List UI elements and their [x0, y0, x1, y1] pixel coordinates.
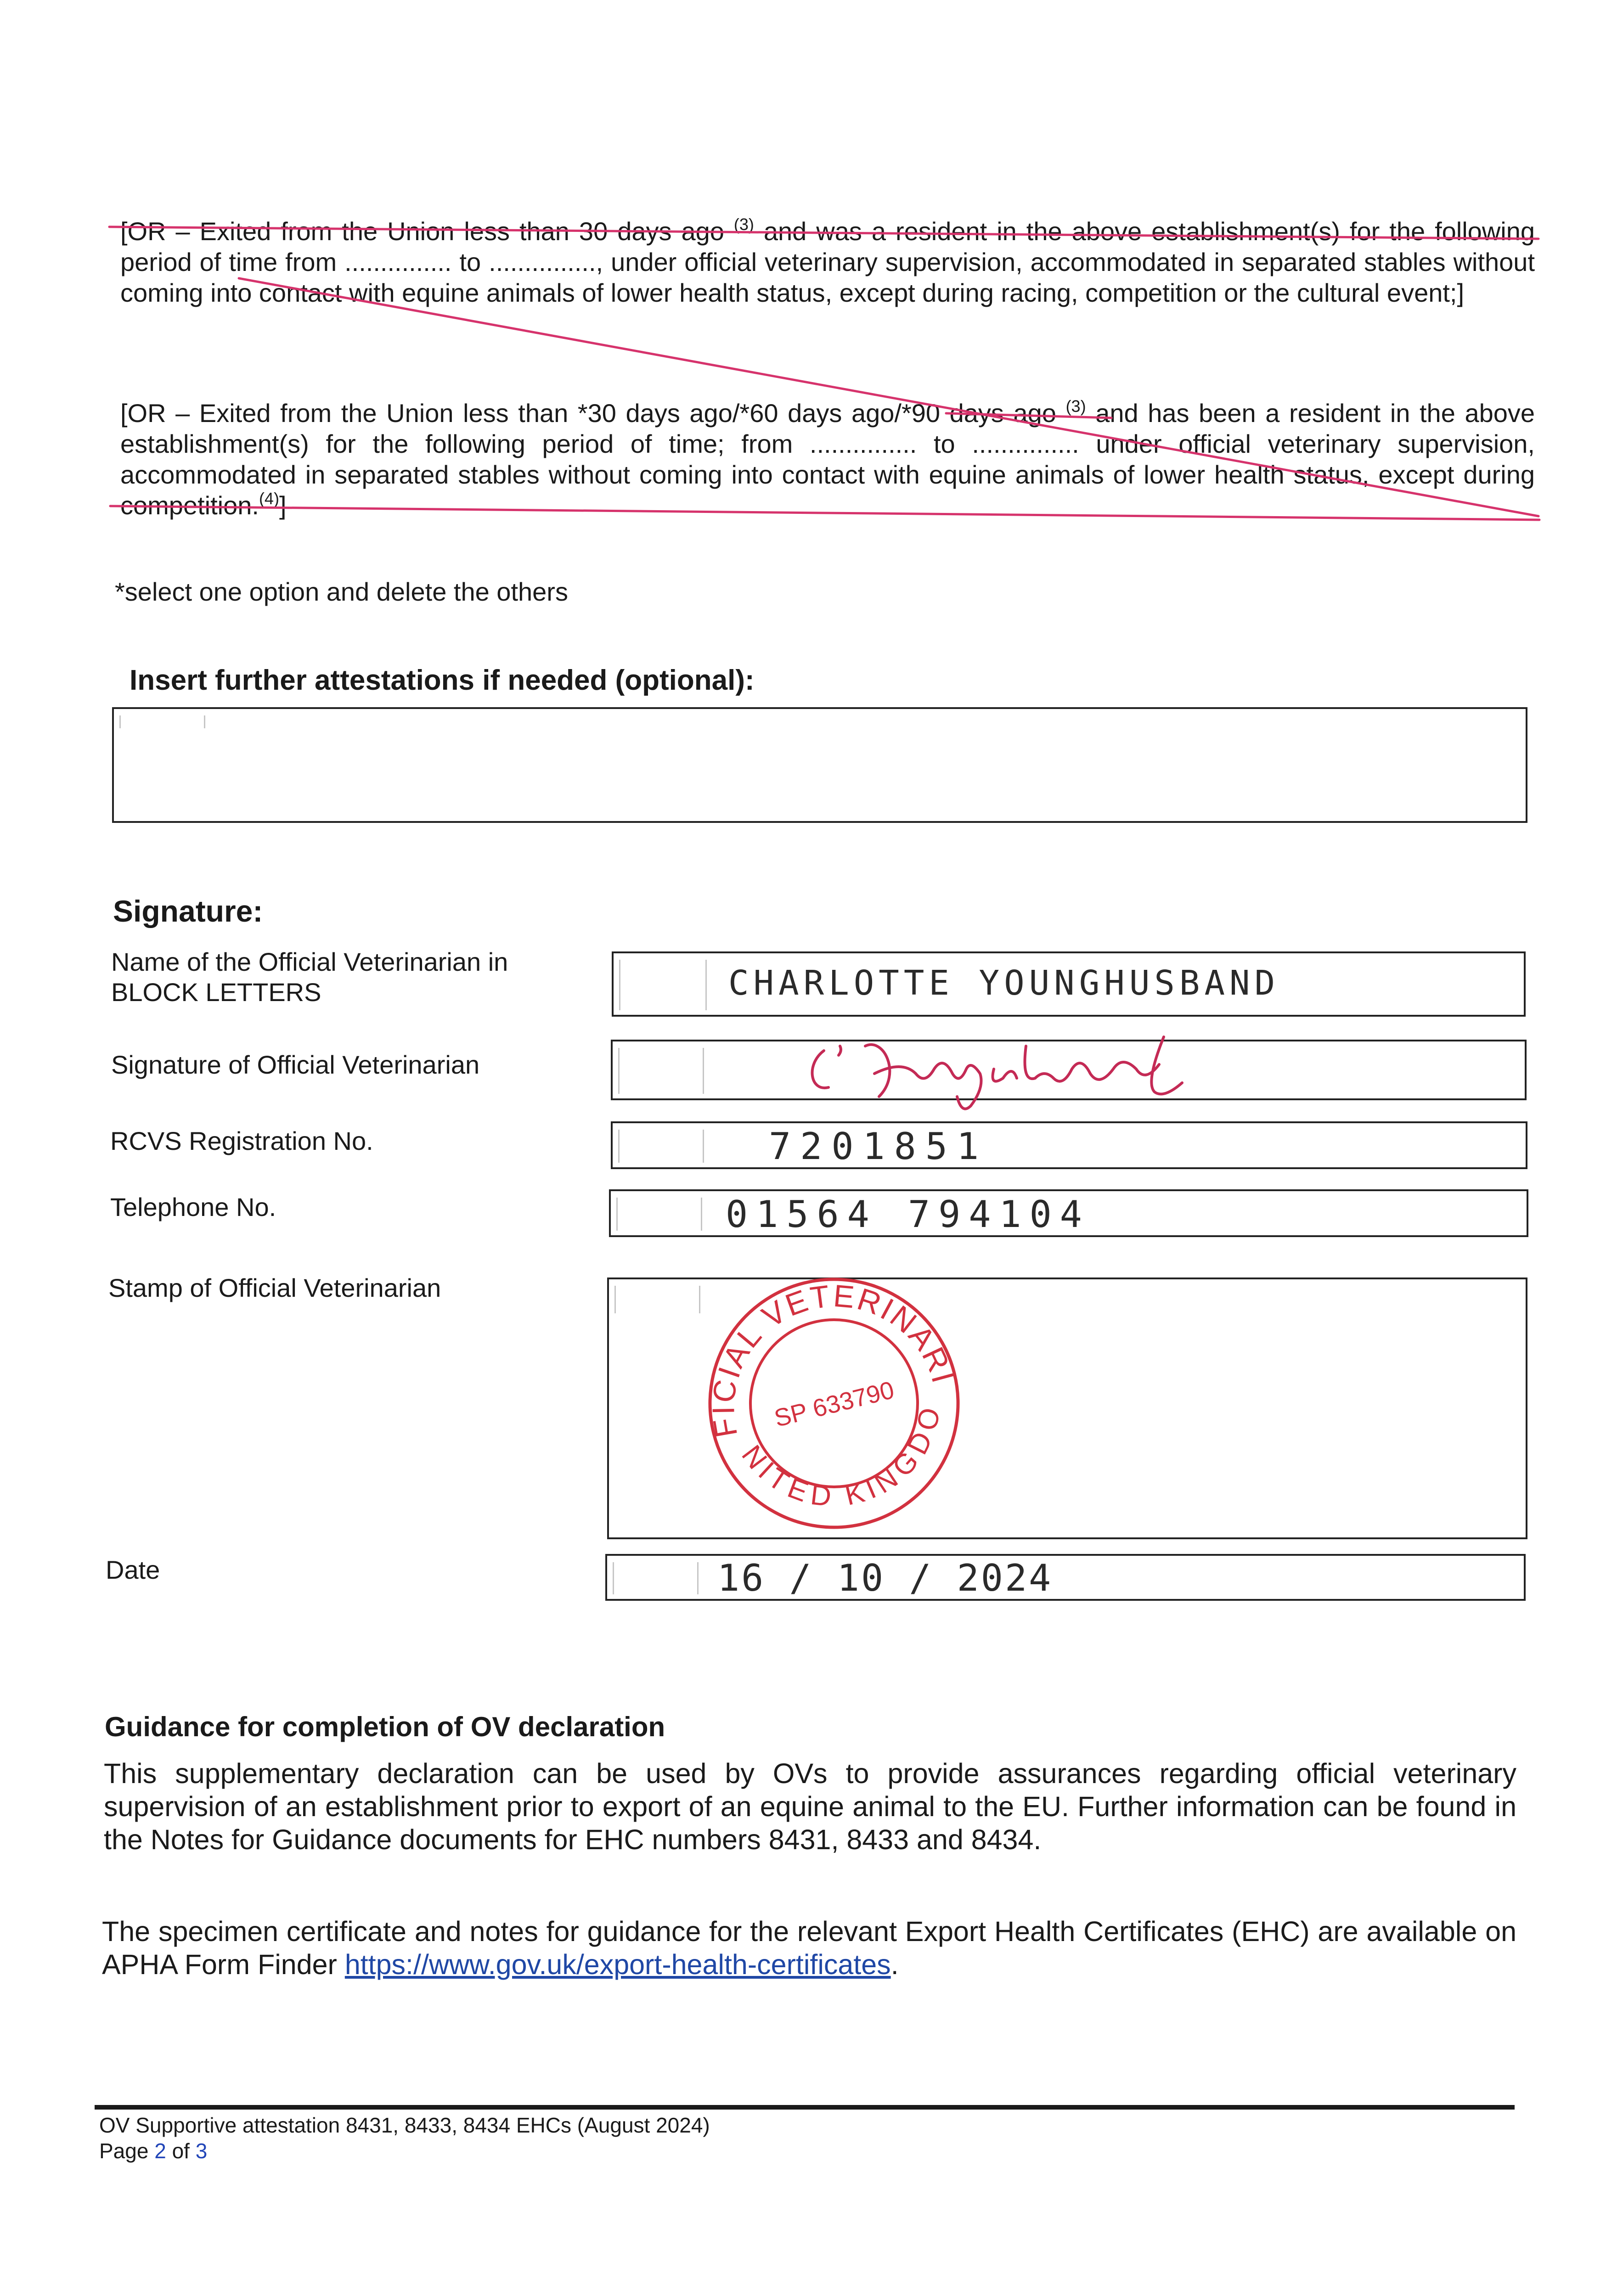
stamp-field[interactable] — [607, 1277, 1527, 1539]
further-attestations-box[interactable] — [112, 707, 1527, 823]
handwritten-signature-icon — [796, 1019, 1210, 1110]
telephone-value: 01564 794104 — [726, 1193, 1090, 1236]
rcvs-value: 7201851 — [769, 1125, 988, 1168]
rcvs-label: RCVS Registration No. — [110, 1126, 373, 1155]
signature-field[interactable] — [611, 1040, 1527, 1100]
telephone-label: Telephone No. — [110, 1193, 276, 1221]
select-note: *select one option and delete the others — [115, 577, 568, 606]
telephone-field[interactable] — [609, 1189, 1528, 1237]
strike-line-option-b-90-days — [946, 413, 1111, 418]
option-b-footnote-ref-2: (4) — [259, 489, 279, 508]
date-field[interactable] — [605, 1554, 1526, 1601]
option-a-footnote-ref: (3) — [733, 215, 754, 234]
signature-label: Signature of Official Veterinarian — [111, 1050, 480, 1079]
guidance-paragraph-1: This supplementary declaration can be used by OVs to provide assurances regarding official veterinary supervision of an establishment prior to export of an equine animal to the EU. Further information can be found in the Notes for Guidance documents for EHC numbers 8431, 8433 and 8434. — [104, 1758, 1516, 1855]
stamp-top-text: OFFICIAL VETERINARIAN — [705, 1278, 961, 1441]
name-value: CHARLOTTE YOUNGHUSBAND — [728, 963, 1280, 1003]
footer-page-indicator — [99, 2138, 710, 2164]
strike-lines-overlay — [0, 0, 1623, 551]
strike-line-option-b-bottom — [110, 506, 1539, 520]
footer — [99, 2112, 710, 2164]
official-stamp-icon — [701, 1270, 967, 1536]
stamp-center-text: SP 633790 — [772, 1376, 897, 1433]
footer-page-word: Page — [99, 2139, 149, 2163]
guidance-paragraph-2 — [102, 1915, 1516, 1981]
option-a-text: [OR – Exited from the Union less than 30 days ago — [120, 217, 724, 246]
name-label-line-1: Name of the Official Veterinarian in — [111, 947, 508, 976]
option-b-text-continued: and has been a resident in the above establishment(s) for the following period of time; from ............... to ............... under official veterinary supervision, accommodated in separated stables without coming into contact with equine animals of lower health status, except during competition. — [120, 399, 1535, 520]
guidance-paragraph-2-text: The specimen certificate and notes for guidance for the relevant Export Health Certificates (EHC) are available on APHA Form Finder — [102, 1916, 1516, 1980]
option-a-text-continued: and was a resident in the above establishment(s) for the following period of time from ............... to ..............., under official veterinary supervision, accommodated in separated stables without coming into contact with equine animals of lower health status, except during racing, competition or the cultural event;] — [120, 217, 1535, 307]
export-health-certificates-link[interactable]: https://www.gov.uk/export-health-certificates — [344, 1949, 891, 1980]
name-label-line-2: BLOCK LETTERS — [111, 978, 321, 1007]
footer-page-current: 2 — [154, 2139, 166, 2163]
name-label — [111, 947, 508, 1007]
footer-page-of: of — [172, 2139, 190, 2163]
rcvs-field[interactable] — [611, 1121, 1527, 1169]
further-attestations-heading: Insert further attestations if needed (optional): — [130, 664, 755, 696]
footer-page-total: 3 — [195, 2139, 208, 2163]
option-b-footnote-ref: (3) — [1065, 397, 1086, 416]
footer-rule — [95, 2105, 1515, 2110]
option-b-text: [OR – Exited from the Union less than *30 days ago/*60 days ago/*90 days ago — [120, 399, 1056, 428]
date-label: Date — [106, 1555, 160, 1584]
date-value: 16 / 10 / 2024 — [717, 1557, 1053, 1599]
guidance-paragraph-2-end: . — [890, 1949, 899, 1980]
option-b-end: ] — [279, 491, 287, 520]
stamp-label: Stamp of Official Veterinarian — [108, 1273, 441, 1302]
footer-title: OV Supportive attestation 8431, 8433, 8434 EHCs (August 2024) — [99, 2113, 710, 2137]
stamp-bottom-text: UNITED KINGDOM — [735, 1403, 947, 1513]
name-field[interactable] — [612, 951, 1526, 1017]
strike-line-diagonal — [239, 278, 1538, 516]
strike-line-option-a-top — [109, 227, 1538, 239]
guidance-heading: Guidance for completion of OV declaration — [105, 1711, 665, 1742]
signature-heading: Signature: — [113, 894, 263, 928]
